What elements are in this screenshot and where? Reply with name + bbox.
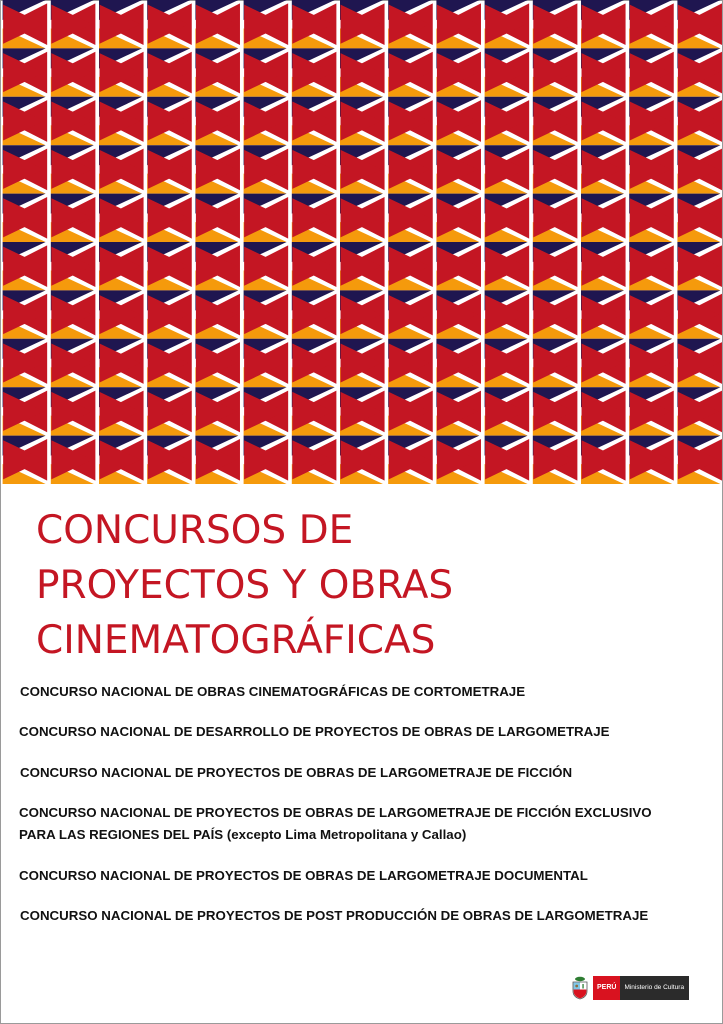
contest-item bbox=[20, 762, 572, 784]
contest-item bbox=[19, 865, 588, 887]
peru-coat-of-arms-icon bbox=[571, 976, 589, 1000]
title-line: CONCURSOS DE bbox=[36, 508, 354, 553]
contest-line: CONCURSO NACIONAL DE DESARROLLO DE PROYECTOS DE OBRAS DE LARGOMETRAJE bbox=[19, 724, 610, 739]
contest-item bbox=[19, 802, 652, 846]
contest-line: CONCURSO NACIONAL DE OBRAS CINEMATOGRÁFICAS DE CORTOMETRAJE bbox=[20, 684, 526, 699]
contest-line: CONCURSO NACIONAL DE PROYECTOS DE OBRAS DE LARGOMETRAJE DE FICCIÓN EXCLUSIVO bbox=[19, 805, 652, 820]
contest-item bbox=[20, 905, 648, 927]
brand-peru-label: PERÚ bbox=[593, 976, 620, 1000]
contest-item bbox=[19, 721, 610, 743]
contest-item bbox=[20, 681, 525, 703]
contest-line: CONCURSO NACIONAL DE PROYECTOS DE POST PRODUCCIÓN DE OBRAS DE LARGOMETRAJE bbox=[20, 908, 649, 923]
ministry-brand-box bbox=[593, 976, 689, 1000]
title-line: CINEMATOGRÁFICAS bbox=[36, 618, 436, 663]
ministry-name: Ministerio de Cultura bbox=[624, 983, 685, 991]
play-triangle-pattern bbox=[0, 0, 723, 484]
ministry-logo bbox=[571, 974, 693, 1001]
page-title bbox=[36, 503, 696, 668]
contest-line: CONCURSO NACIONAL DE PROYECTOS DE OBRAS DE LARGOMETRAJE DE FICCIÓN bbox=[20, 765, 573, 780]
title-line: PROYECTOS Y OBRAS bbox=[36, 563, 454, 608]
contest-line: PARA LAS REGIONES DEL PAÍS (excepto Lima Metropolitana y Callao) bbox=[19, 827, 467, 842]
contest-line: CONCURSO NACIONAL DE PROYECTOS DE OBRAS DE LARGOMETRAJE DOCUMENTAL bbox=[19, 868, 588, 883]
